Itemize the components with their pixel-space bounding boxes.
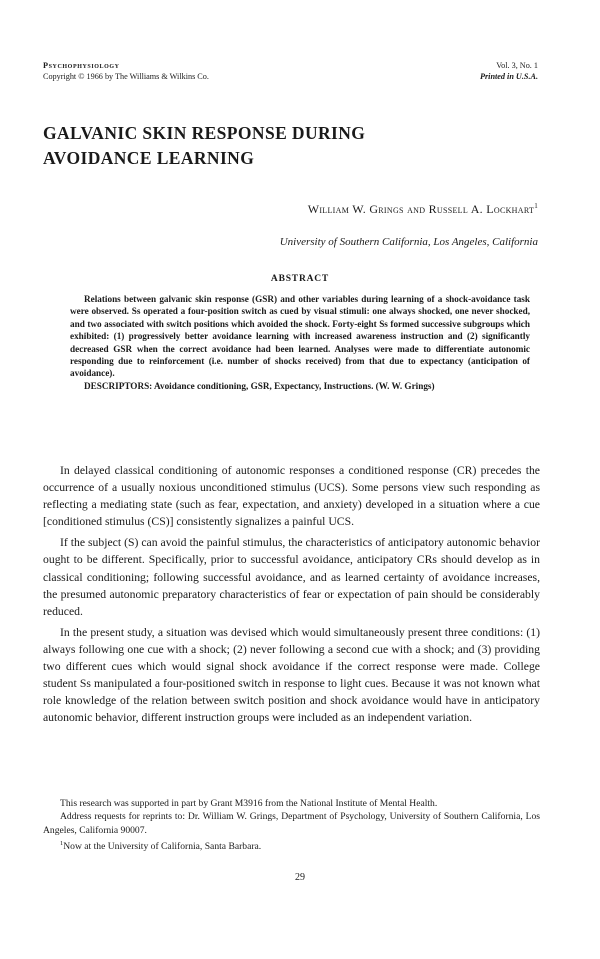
footnote-text: Now at the University of California, Santa Barbara. xyxy=(63,841,262,853)
volume-issue: Vol. 3, No. 1 xyxy=(496,61,538,70)
author-footnote xyxy=(43,837,540,854)
body-text xyxy=(43,462,540,730)
reprint-address-note: Address requests for reprints to: Dr. William W. Grings, Department of Psychology, University of Southern California, Los Angeles, California 90007. xyxy=(43,811,540,836)
abstract-heading: ABSTRACT xyxy=(270,274,330,284)
running-header-left xyxy=(43,60,209,82)
title-line-2: AVOIDANCE LEARNING xyxy=(43,148,255,168)
article-title xyxy=(43,121,365,171)
support-note: This research was supported in part by Grant M3916 from the National Institute of Mental Health. xyxy=(60,798,438,809)
copyright-line: Copyright © 1966 by The Williams & Wilkins Co. xyxy=(43,72,209,81)
author-line xyxy=(308,202,538,217)
affiliation: University of Southern California, Los Angeles, California xyxy=(279,236,538,248)
footnotes xyxy=(43,797,540,854)
running-header-right xyxy=(480,60,538,82)
body-paragraph-2: If the subject (S) can avoid the painful stimulus, the characteristics of anticipatory autonomic behavior ought to be different. Specifically, prior to successful avoidance, anticipatory CRs should develop as in classical conditioning; following successful avoidance, and as learned certainty of avoidance increases, the presumed autonomic preparatory characteristics of fear or expectation of pain should be considerably reduced. xyxy=(43,536,540,618)
printed-in: Printed in U.S.A. xyxy=(479,72,538,81)
title-line-1: GALVANIC SKIN RESPONSE DURING xyxy=(43,123,366,143)
body-paragraph-3: In the present study, a situation was devised which would simultaneously present three conditions: (1) always following one cue with a shock; (2) never following a second cue with a shock; and (3) providing two different cues which would signal shock avoidance if the correct response were made. College student Ss manipulated a four-positioned switch in response to light cues. Because it was not known what role knowledge of the relation between switch position and shock avoidance would have in anticipatory autonomic behavior, different instruction groups were included as an independent variation. xyxy=(43,625,540,725)
abstract-block xyxy=(70,293,530,392)
journal-name: Psychophysiology xyxy=(43,61,120,70)
page-number: 29 xyxy=(295,872,305,883)
author-footnote-mark: 1 xyxy=(534,202,538,210)
abstract-descriptors: DESCRIPTORS: Avoidance conditioning, GSR, Expectancy, Instructions. (W. W. Grings) xyxy=(84,380,435,391)
footnote-mark: 1 xyxy=(60,840,64,848)
body-paragraph-1: In delayed classical conditioning of autonomic responses a conditioned response (CR) precedes the occurrence of a usually noxious unconditioned stimulus (UCS). Some persons view such responding as reflecting a mediating state (such as fear, expectation, and anxiety) developed in a situation where a cue [conditioned stimulus (CS)] consistently signalizes a painful UCS. xyxy=(43,464,540,529)
author-names: William W. Grings and Russell A. Lockhart xyxy=(307,202,535,216)
abstract-text: Relations between galvanic skin response (GSR) and other variables during learning of a shock-avoidance task were observed. Ss operated a four-position switch as cued by visual stimuli: one always shocked, one never shocked, and two associated with switch positions which avoided the shock. Forty-eight Ss formed successive subgroups which exhibited: (1) progressively better avoidance learning with increased awareness instruction and (2) significantly decreased GSR when the correct avoidance had been learned. Analyses were made to differentiate autonomic responding due to reinforcement (i.e. number of shocks received) from that due to expectancy (anticipation of avoidance). xyxy=(70,294,530,379)
